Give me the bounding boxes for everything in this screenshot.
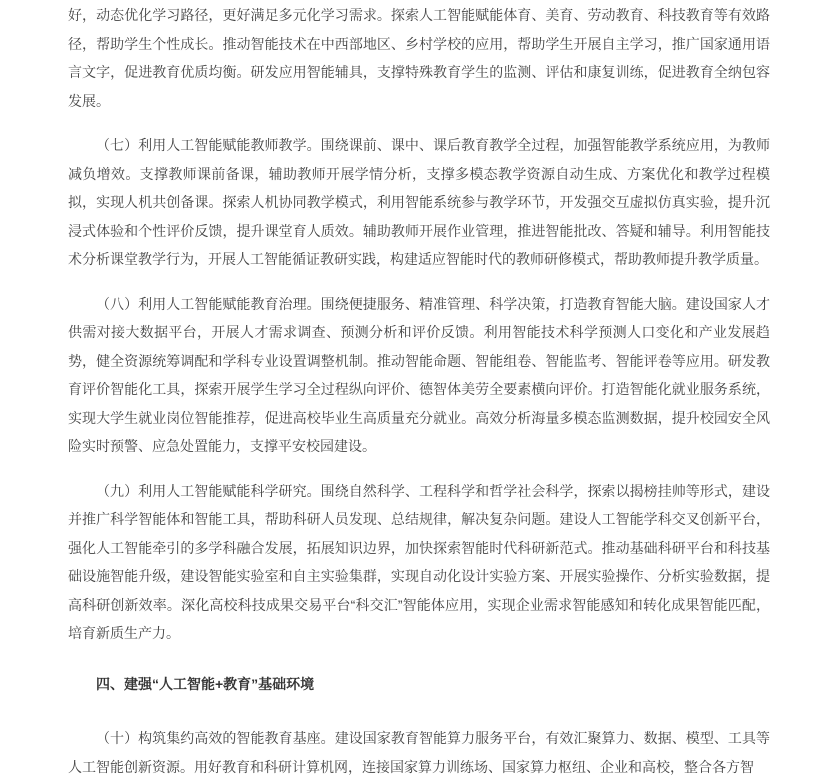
paragraph-item-ten: （十）构筑集约高效的智能教育基座。建设国家教育智能算力服务平台，有效汇聚算力、数据、模型、工具等人工智能创新资源。用好教育和科研计算机网，连接国家算力训练场、国家算力枢纽、企业和高校，整合各方智 — [68, 730, 770, 775]
paragraph-item-eight: （八）利用人工智能赋能教育治理。围绕便捷服务、精准管理、科学决策，打造教育智能大脑。建设国家人才供需对接大数据平台，开展人才需求调查、预测分析和评价反馈。利用智能技术科学预测人口变化和产业发展趋势，健全资源统筹调配和学科专业设置调整机制。推动智能命题、智能组卷、智能监考、智能评卷等应用。研发教育评价智能化工具，探索开展学生学习全过程纵向评价、德智体美劳全要素横向评价。打造智能化就业服务系统，实现大学生就业岗位智能推荐，促进高校毕业生高质量充分就业。高效分析海量多模态监测数据，提升校园安全风险实时预警、应急处置能力，支撑平安校园建设。 — [68, 295, 770, 454]
section-heading-part-four: 四、建强“人工智能+教育”基础环境 — [96, 675, 315, 692]
paragraph-six-continuation: 好，动态优化学习路径，更好满足多元化学习需求。探索人工智能赋能体育、美育、劳动教育、科技教育等有效路径，帮助学生个性成长。推动智能技术在中西部地区、乡村学校的应用，帮助学生开展自主学习，推广国家通用语言文字，促进教育优质均衡。研发应用智能辅具，支撑特殊教育学生的监测、评估和康复训练，促进教育全纳包容发展。 — [68, 7, 770, 109]
paragraph-item-seven: （七）利用人工智能赋能教师教学。围绕课前、课中、课后教育教学全过程，加强智能教学系统应用，为教师减负增效。支撑教师课前备课，辅助教师开展学情分析，支撑多模态教学资源自动生成、方案优化和教学过程模拟，实现人机共创备课。探索人机协同教学模式，利用智能系统参与教学环节，开发强交互虚拟仿真实验，提升沉浸式体验和个性评价反馈，提升课堂育人质效。辅助教师开展作业管理，推进智能批改、答疑和辅导。利用智能技术分析课堂教学行为，开展人工智能循证教研实践，构建适应智能时代的教师研修模式，帮助教师提升教学质量。 — [68, 137, 770, 267]
paragraph-item-nine: （九）利用人工智能赋能科学研究。围绕自然科学、工程科学和哲学社会科学，探索以揭榜挂帅等形式，建设并推广科学智能体和智能工具，帮助科研人员发现、总结规律，解决复杂问题。建设人工智能学科交叉创新平台，强化人工智能牵引的多学科融合发展，拓展知识边界，加快探索智能时代科研新范式。推动基础科研平台和科技基础设施智能升级，建设智能实验室和自主实验集群，实现自动化设计实验方案、开展实验操作、分析实验数据，提高科研创新效率。深化高校科技成果交易平台“科交汇”智能体应用，实现企业需求智能感知和转化成果智能匹配，培育新质生产力。 — [68, 482, 770, 641]
